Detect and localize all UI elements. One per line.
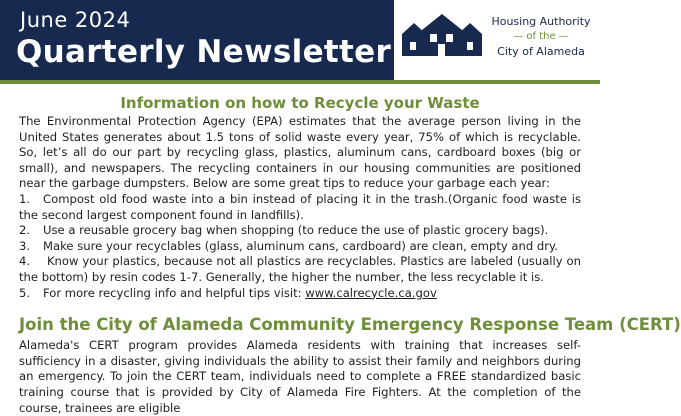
logo-line-1: Housing Authority (491, 15, 591, 28)
cert-body: Alameda's CERT program provides Alameda residents with training that increases self-sufficiency in a disaster, giving individuals the ability to assist their family and neighbors during an emergency. To join the CERT team, individuals need to complete a FREE standardized basic training course that is provided by City of Alameda Fire Fighters. At the completion of the course, trainees are eligible (19, 338, 581, 415)
newsletter-body (19, 94, 681, 416)
logo-line-2-text: of the (526, 31, 556, 42)
tip-number: 1. (19, 191, 31, 206)
header-title-panel (0, 0, 394, 80)
tip-item (19, 192, 581, 223)
recycle-tips-list (19, 192, 581, 301)
tip-text: Compost old food waste into a bin instead of placing it in the trash.(Organic food waste is the second largest component found in landfills). (19, 191, 581, 222)
tip-item (19, 254, 581, 285)
calrecycle-link[interactable]: www.calrecycle.ca.gov (305, 285, 437, 300)
tip-text: Know your plastics, because not all plastics are recyclables. Plastics are labeled (usually on the bottom) by resin codes 1-7. Generally, the higher the number, the less recyclable it is. (19, 254, 581, 284)
logo-wordmark (486, 14, 596, 59)
tip-number: 4. (19, 254, 31, 269)
tip-number: 2. (19, 223, 31, 238)
logo-line-2: — of the — (513, 31, 569, 42)
newsletter-header (0, 0, 600, 80)
issue-date: June 2024 (20, 8, 131, 32)
recycle-section-title: Information on how to Recycle your Waste (120, 94, 480, 112)
tip-text: Make sure your recyclables (glass, aluminum cans, cardboard) are clean, empty and dry. (43, 238, 558, 253)
tip-item (19, 286, 581, 302)
logo-line-3: City of Alameda (497, 45, 585, 58)
tip-number: 3. (19, 238, 31, 253)
tip-text: For more recycling info and helpful tips visit: (43, 285, 306, 300)
houses-icon (400, 12, 484, 58)
header-accent-bar (0, 80, 600, 84)
housing-authority-logo (400, 12, 596, 72)
tip-number: 5. (19, 285, 31, 300)
recycle-intro: The Environmental Protection Agency (EPA) estimates that the average person living in the United States generates about 1.5 tons of solid waste every year, 75% of which is recyclable. So, let’s all do our part by recycling glass, plastics, aluminum cans, cardboard boxes (big or small), and newspapers. The recycling containers in our housing communities are positioned near the garbage dumpsters. Below are some great tips to reduce your garbage each year: (19, 114, 581, 191)
newsletter-title: Quarterly Newsletter (16, 34, 392, 70)
tip-item (19, 239, 581, 255)
tip-item (19, 223, 581, 239)
tip-text: Use a reusable grocery bag when shopping (to reduce the use of plastic grocery bags). (43, 223, 549, 238)
cert-section-title: Join the City of Alameda Community Emergency Response Team (CERT) (19, 315, 681, 335)
